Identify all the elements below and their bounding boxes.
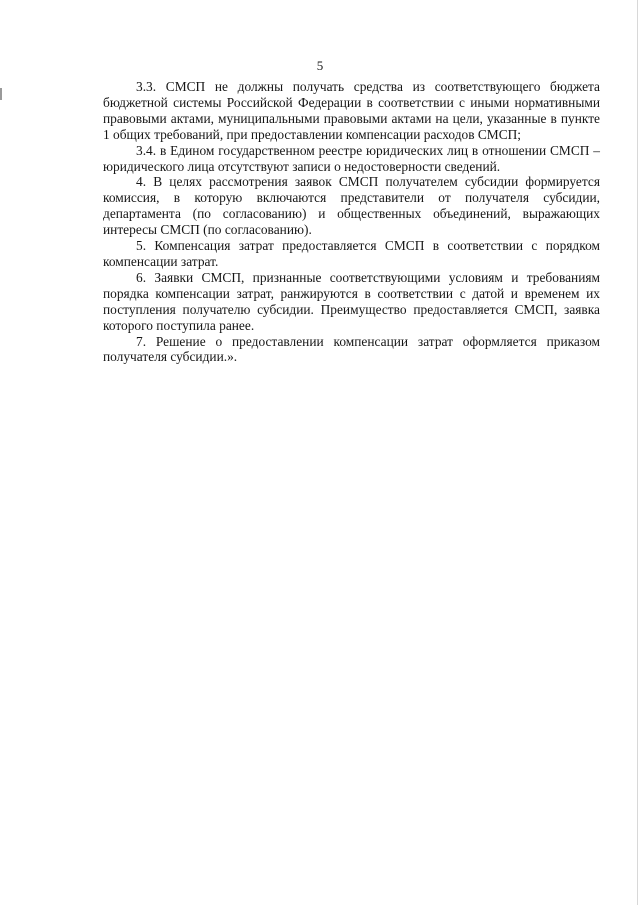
- scan-edge-mark: [0, 88, 2, 100]
- paragraph-6: 6. Заявки СМСП, признанные соответствующими условиям и требованиям порядка компенсации затрат, ранжируются в соответствии с датой и временем их поступления получателю субсидии. Преимущество предоставляется СМСП, заявка которого поступила ранее.: [103, 269, 600, 333]
- paragraph-3-3: 3.3. СМСП не должны получать средства из соответствующего бюджета бюджетной системы Российской Федерации в соответствии с иными нормативными правовыми актами, муниципальными правовыми актами на цели, указанные в пункте 1 общих требований, при предоставлении компенсации расходов СМСП;: [103, 79, 600, 142]
- scan-edge-line: [637, 0, 638, 905]
- page-number: 5: [316, 58, 324, 73]
- document-body: [103, 79, 600, 365]
- paragraph-7: 7. Решение о предоставлении компенсации затрат оформляется приказом получателя субсидии.».: [103, 333, 600, 365]
- paragraph-4: 4. В целях рассмотрения заявок СМСП получателем субсидии формируется комиссия, в которую включаются представители от получателя субсидии, департамента (по согласованию) и общественных объединений, выражающих интересы СМСП (по согласованию).: [103, 174, 600, 238]
- paragraph-5: 5. Компенсация затрат предоставляется СМСП в соответствии с порядком компенсации затрат.: [103, 238, 600, 269]
- paragraph-3-4: 3.4. в Едином государственном реестре юридических лиц в отношении СМСП – юридического лица отсутствуют записи о недостоверности сведений.: [103, 142, 600, 174]
